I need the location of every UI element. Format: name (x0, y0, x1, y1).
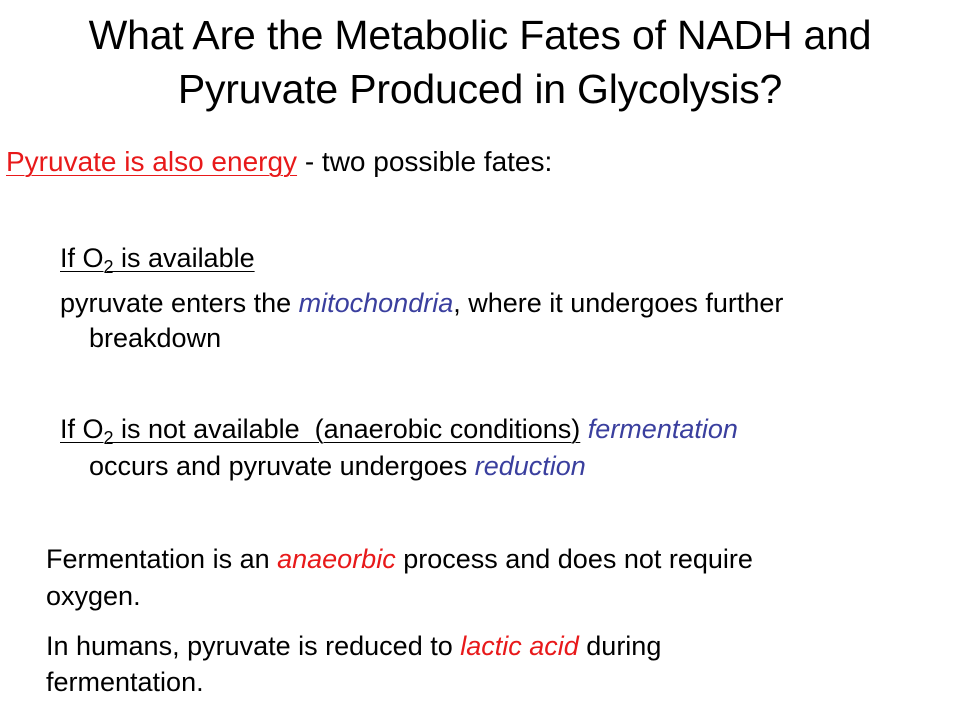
aerobic-heading (60, 243, 255, 277)
humans-text-a: In humans, pyruvate is reduced to (46, 631, 461, 661)
humans-line-2 (46, 667, 204, 698)
fermentation-text-c: oxygen. (46, 581, 141, 611)
anaerobic-text-a: occurs and pyruvate undergoes (89, 451, 475, 481)
aerobic-body-line-1 (60, 288, 783, 319)
aerobic-if-o: If O (60, 243, 104, 273)
title-line-1: What Are the Metabolic Fates of NADH and (88, 12, 872, 58)
anaerobic-not-available: is not available (anaerobic conditions) (113, 414, 581, 444)
fermentation-term: anaeorbic (277, 544, 396, 574)
aerobic-text-b: , where it undergoes further (453, 288, 784, 318)
humans-text-c: fermentation. (46, 667, 204, 697)
anaerobic-term-1: fermentation (580, 414, 738, 444)
anaerobic-if-o: If O (60, 414, 104, 444)
humans-term: lactic acid (460, 631, 579, 661)
fermentation-text-a: Fermentation is an (46, 544, 278, 574)
intro-rest: - two possible fates: (297, 146, 553, 177)
aerobic-text-c: breakdown (89, 323, 222, 353)
intro-line (6, 146, 552, 178)
humans-line-1 (46, 631, 661, 662)
humans-text-b: during (578, 631, 662, 661)
title-line-2: Pyruvate Produced in Glycolysis? (177, 66, 783, 112)
aerobic-text-a: pyruvate enters the (60, 288, 299, 318)
anaerobic-subscript: 2 (103, 428, 114, 448)
anaerobic-heading-text (60, 414, 581, 448)
aerobic-term: mitochondria (298, 288, 454, 318)
anaerobic-heading (60, 414, 738, 448)
fermentation-line-2 (46, 581, 141, 612)
fermentation-text-b: process and does not require (395, 544, 753, 574)
intro-highlight: Pyruvate is also energy (6, 146, 298, 177)
anaerobic-term-2: reduction (474, 451, 586, 481)
aerobic-is-available: is available (113, 243, 255, 273)
aerobic-heading-text (60, 243, 255, 277)
fermentation-line-1 (46, 544, 753, 575)
slide-title (0, 8, 960, 116)
aerobic-subscript: 2 (103, 257, 114, 277)
aerobic-body-line-2 (89, 323, 221, 354)
anaerobic-body-line-2 (89, 451, 586, 482)
